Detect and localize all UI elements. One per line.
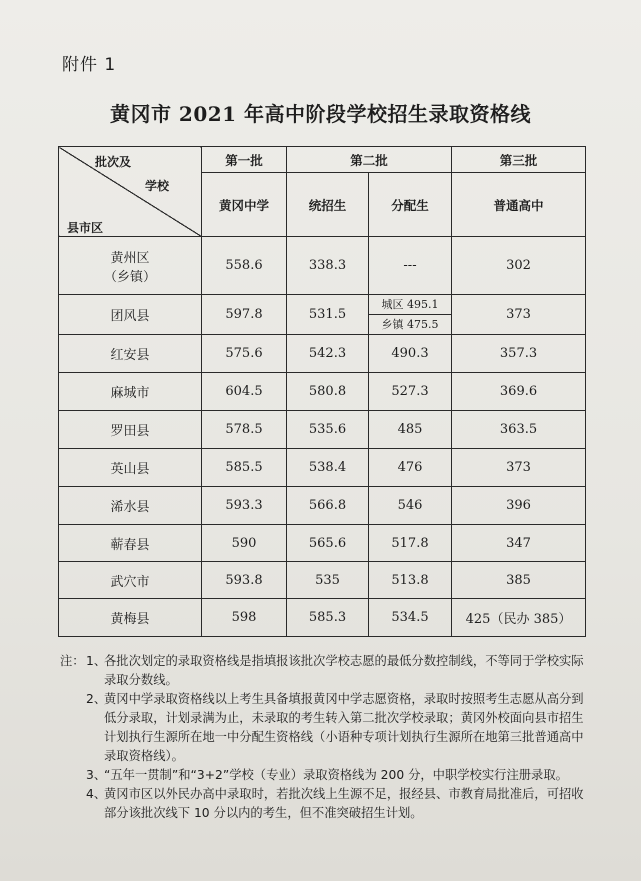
batch-first-header: 第一批 bbox=[202, 147, 287, 173]
corner-school-label: 学校 bbox=[145, 179, 170, 193]
note-item bbox=[60, 785, 590, 823]
table-row bbox=[59, 295, 586, 335]
table-row bbox=[59, 562, 586, 599]
value-hg: 558.6 bbox=[202, 237, 287, 295]
table-row bbox=[59, 599, 586, 637]
note-item bbox=[60, 690, 590, 766]
note-text: 各批次划定的录取资格线是指填报该批次学校志愿的最低分数控制线，不等同于学校实际录取分数线。 bbox=[104, 654, 584, 687]
county-name: 英山县 bbox=[59, 449, 202, 487]
county-name: 罗田县 bbox=[59, 411, 202, 449]
table-row bbox=[59, 411, 586, 449]
county-cell bbox=[59, 237, 202, 295]
value-hg: 585.5 bbox=[202, 449, 287, 487]
notes-label: 注： bbox=[60, 654, 85, 668]
value-hg: 604.5 bbox=[202, 373, 287, 411]
value-tz: 542.3 bbox=[287, 335, 369, 373]
col-header-pt: 普通高中 bbox=[452, 173, 586, 237]
note-item bbox=[60, 766, 590, 785]
value-fp: 485 bbox=[369, 411, 452, 449]
value-pt: 396 bbox=[452, 487, 586, 525]
value-fp-urban: 城区 495.1 bbox=[381, 298, 439, 311]
value-hg: 590 bbox=[202, 525, 287, 562]
value-fp: 546 bbox=[369, 487, 452, 525]
admission-table bbox=[58, 146, 586, 637]
value-tz: 538.4 bbox=[287, 449, 369, 487]
note-number: 4、 bbox=[86, 787, 107, 801]
county-name: 蕲春县 bbox=[59, 525, 202, 562]
value-pt: 369.6 bbox=[452, 373, 586, 411]
county-name: 红安县 bbox=[59, 335, 202, 373]
value-fp: 513.8 bbox=[369, 562, 452, 599]
batch-header-row bbox=[59, 147, 586, 173]
value-pt: 425（民办 385） bbox=[452, 599, 586, 637]
value-pt: 373 bbox=[452, 295, 586, 335]
value-fp: 490.3 bbox=[369, 335, 452, 373]
value-fp: --- bbox=[369, 237, 452, 295]
col-header-tz: 统招生 bbox=[287, 173, 369, 237]
table-row bbox=[59, 373, 586, 411]
notes-section bbox=[60, 652, 590, 823]
value-fp-split bbox=[369, 295, 452, 335]
county-name: 团风县 bbox=[59, 295, 202, 335]
value-pt: 357.3 bbox=[452, 335, 586, 373]
batch-second-header: 第二批 bbox=[287, 147, 452, 173]
value-tz: 565.6 bbox=[287, 525, 369, 562]
value-fp: 476 bbox=[369, 449, 452, 487]
county-subname: （乡镇） bbox=[103, 269, 156, 285]
value-hg: 598 bbox=[202, 599, 287, 637]
value-pt: 363.5 bbox=[452, 411, 586, 449]
corner-batch-label: 批次及 bbox=[95, 155, 132, 169]
value-tz: 580.8 bbox=[287, 373, 369, 411]
note-text: 黄冈市区以外民办高中录取时，若批次线上生源不足，报经县、市教育局批准后，可招收部分该批次线下 10 分以内的考生，但不准突破招生计划。 bbox=[104, 787, 584, 820]
value-pt: 302 bbox=[452, 237, 586, 295]
note-number: 2、 bbox=[86, 692, 107, 706]
attachment-label: 附件 1 bbox=[62, 55, 117, 75]
value-hg: 597.8 bbox=[202, 295, 287, 335]
value-hg: 593.8 bbox=[202, 562, 287, 599]
note-text: 黄冈中学录取资格线以上考生具备填报黄冈中学志愿资格，录取时按照考生志愿从高分到低分录取，计划录满为止，未录取的考生转入第二批次学校录取；黄冈外校面向县市招生计划执行生源所在地一中分配生资格线（小语种专项计划执行生源所在地第三批普通高中录取资格线）。 bbox=[104, 692, 584, 763]
corner-cell bbox=[59, 147, 202, 237]
value-fp: 534.5 bbox=[369, 599, 452, 637]
value-hg: 575.6 bbox=[202, 335, 287, 373]
county-name: 麻城市 bbox=[59, 373, 202, 411]
value-hg: 578.5 bbox=[202, 411, 287, 449]
table-row bbox=[59, 487, 586, 525]
value-pt: 385 bbox=[452, 562, 586, 599]
value-tz: 585.3 bbox=[287, 599, 369, 637]
county-name: 浠水县 bbox=[59, 487, 202, 525]
table-row bbox=[59, 449, 586, 487]
value-fp-rural: 乡镇 475.5 bbox=[369, 314, 451, 334]
table-row bbox=[59, 335, 586, 373]
value-tz: 531.5 bbox=[287, 295, 369, 335]
value-tz: 535.6 bbox=[287, 411, 369, 449]
note-number: 1、 bbox=[86, 654, 107, 668]
value-hg: 593.3 bbox=[202, 487, 287, 525]
note-text: “五年一贯制”和“3+2”学校（专业）录取资格线为 200 分，中职学校实行注册录取。 bbox=[104, 768, 568, 782]
value-fp: 527.3 bbox=[369, 373, 452, 411]
table-row bbox=[59, 525, 586, 562]
value-tz: 338.3 bbox=[287, 237, 369, 295]
county-name: 武穴市 bbox=[59, 562, 202, 599]
note-item bbox=[60, 652, 590, 690]
note-number: 3、 bbox=[86, 768, 107, 782]
value-pt: 373 bbox=[452, 449, 586, 487]
col-header-fp: 分配生 bbox=[369, 173, 452, 237]
value-fp: 517.8 bbox=[369, 525, 452, 562]
county-name: 黄梅县 bbox=[59, 599, 202, 637]
col-header-hg: 黄冈中学 bbox=[202, 173, 287, 237]
county-name: 黄州区 bbox=[110, 250, 150, 266]
table-row bbox=[59, 237, 586, 295]
value-tz: 535 bbox=[287, 562, 369, 599]
document-title: 黄冈市 2021 年高中阶段学校招生录取资格线 bbox=[109, 102, 532, 126]
corner-county-label: 县市区 bbox=[67, 221, 104, 235]
batch-third-header: 第三批 bbox=[452, 147, 586, 173]
value-pt: 347 bbox=[452, 525, 586, 562]
value-tz: 566.8 bbox=[287, 487, 369, 525]
